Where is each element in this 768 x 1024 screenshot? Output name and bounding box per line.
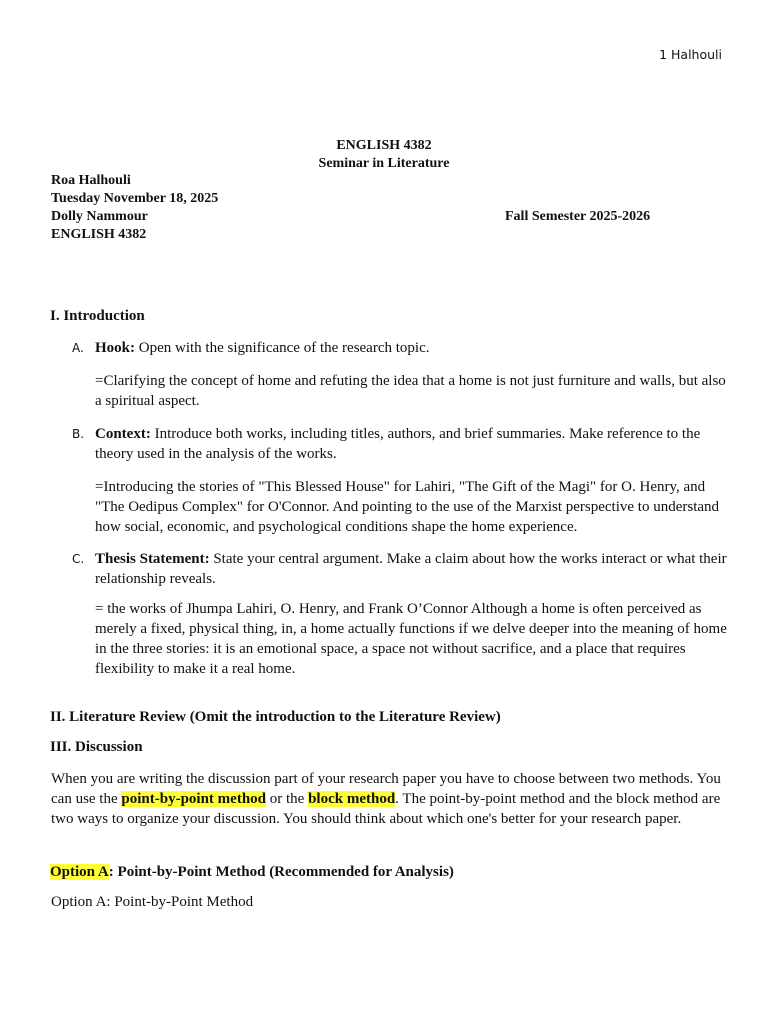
highlight-block-method: block method [308, 791, 396, 807]
thesis-answer: = the works of Jhumpa Lahiri, O. Henry, and Frank O’Connor Although a home is often perceived as merely a fixed, physical thing, in, a home actually functions if we delve deeper into the meaning of home in the three stories: it is an emotional space, a space not without sacrifice, and a place that requires flexibility to make it a real home. [95, 601, 727, 677]
section-heading-literature-review: II. Literature Review (Omit the introduction to the Literature Review) [50, 709, 501, 725]
item-text: Introduce both works, including titles, authors, and brief summaries. Make reference to the theory used in the analysis of the works. [95, 426, 701, 462]
page-header: 1 Halhouli [659, 47, 722, 62]
list-marker: A. [72, 341, 84, 355]
student-name: Roa Halhouli [51, 173, 131, 188]
list-marker: C. [72, 552, 85, 566]
item-text: State your central argument. Make a claim about how the works interact or what their relationship reveals. [95, 551, 727, 587]
submission-date: Tuesday November 18, 2025 [51, 191, 219, 206]
section-heading-introduction: I. Introduction [50, 308, 145, 324]
item-text: Open with the significance of the research topic. [135, 340, 430, 356]
list-item-hook [95, 338, 727, 358]
context-answer: =Introducing the stories of "This Blessed House" for Lahiri, "The Gift of the Magi" for O. Henry, and "The Oedipus Complex" for O'Connor. And pointing to the use of the Marxist perspective to understand how social, economic, and psychological conditions shape the home experience. [95, 479, 720, 535]
option-a-line: Option A: Point-by-Point Method [51, 894, 254, 910]
discussion-paragraph [51, 769, 723, 829]
text-run: When you are writing the discussion part of your research paper you have to choose between two methods. You can use the [51, 771, 721, 807]
text-run: . The point-by-point method and the block method are two ways to organize your discussion. You should think about which one's better for your research paper. [51, 791, 721, 827]
item-label: Context: [95, 426, 151, 442]
course-code: ENGLISH 4382 [51, 227, 147, 242]
list-marker: B. [72, 427, 85, 441]
hook-answer: =Clarifying the concept of home and refuting the idea that a home is not just furniture and walls, but also a spiritual aspect. [95, 373, 726, 409]
course-subtitle: Seminar in Literature [318, 156, 450, 171]
list-item-context [95, 424, 727, 464]
instructor-name: Dolly Nammour [51, 209, 148, 224]
text-run: or the [266, 791, 309, 807]
section-heading-discussion: III. Discussion [50, 739, 143, 755]
highlight-option-a: Option A [50, 864, 109, 880]
item-label: Hook: [95, 340, 136, 356]
item-label: Thesis Statement: [95, 551, 210, 567]
course-title: ENGLISH 4382 [336, 138, 432, 153]
list-item-thesis [95, 549, 727, 589]
highlight-point-by-point: point-by-point method [121, 791, 266, 807]
option-a-heading [50, 862, 722, 882]
semester: Fall Semester 2025-2026 [505, 209, 651, 224]
text-run: : Point-by-Point Method (Recommended for Analysis) [108, 864, 454, 880]
